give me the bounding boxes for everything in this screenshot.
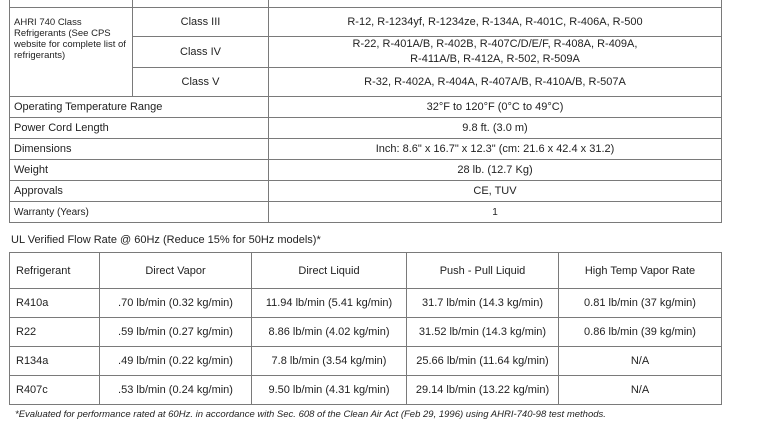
class-name: Class IV — [133, 37, 269, 68]
table-cell: .59 lb/min (0.27 kg/min) — [100, 318, 252, 347]
column-header: Direct Vapor — [100, 253, 252, 289]
spec-label: Dimensions — [10, 139, 269, 160]
spec-cell — [10, 0, 133, 8]
class-name: Class III — [133, 8, 269, 37]
table-row — [10, 318, 722, 347]
spec-row — [10, 118, 722, 139]
table-cell: 31.7 lb/min (14.3 kg/min) — [407, 289, 559, 318]
ahri-refrigerants-label: AHRI 740 Class Refrigerants (See CPS website for complete list of refrigerants) — [10, 8, 133, 97]
flow-rate-table — [9, 252, 722, 405]
spec-top-row — [10, 0, 722, 8]
table-cell: R407c — [10, 376, 100, 405]
table-cell: N/A — [559, 347, 722, 376]
table-cell: 29.14 lb/min (13.22 kg/min) — [407, 376, 559, 405]
table-cell: N/A — [559, 376, 722, 405]
spec-row — [10, 181, 722, 202]
table-row — [10, 347, 722, 376]
table-cell: .53 lb/min (0.24 kg/min) — [100, 376, 252, 405]
spec-value: Inch: 8.6" x 16.7" x 12.3" (cm: 21.6 x 42.4 x 31.2) — [269, 139, 722, 160]
column-header: High Temp Vapor Rate — [559, 253, 722, 289]
spec-value: 32°F to 120°F (0°C to 49°C) — [269, 97, 722, 118]
column-header: Push - Pull Liquid — [407, 253, 559, 289]
column-header: Refrigerant — [10, 253, 100, 289]
flow-rate-title: UL Verified Flow Rate @ 60Hz (Reduce 15% for 50Hz models)* — [11, 234, 321, 246]
footnote: *Evaluated for performance rated at 60Hz. in accordance with Sec. 608 of the Clean Air Act (Feb 29, 1996) using AHRI-740-98 test methods. — [15, 409, 606, 420]
table-cell: 9.50 lb/min (4.31 kg/min) — [252, 376, 407, 405]
spec-row — [10, 139, 722, 160]
table-row — [10, 289, 722, 318]
spec-row — [10, 97, 722, 118]
table-cell: .70 lb/min (0.32 kg/min) — [100, 289, 252, 318]
table-cell: R410a — [10, 289, 100, 318]
table-cell: 25.66 lb/min (11.64 kg/min) — [407, 347, 559, 376]
table-row — [10, 376, 722, 405]
table-cell: 31.52 lb/min (14.3 kg/min) — [407, 318, 559, 347]
spec-table — [9, 0, 722, 223]
spec-value: 28 lb. (12.7 Kg) — [269, 160, 722, 181]
spec-value: 1 — [269, 202, 722, 223]
class-refrigerants: R-12, R-1234yf, R-1234ze, R-134A, R-401C, R-406A, R-500 — [269, 8, 722, 37]
spec-value: CE, TUV — [269, 181, 722, 202]
spec-value: 9.8 ft. (3.0 m) — [269, 118, 722, 139]
spec-row — [10, 202, 722, 223]
spec-label: Operating Temperature Range — [10, 97, 269, 118]
flow-header-row — [10, 253, 722, 289]
spec-label: Weight — [10, 160, 269, 181]
class-name: Class V — [133, 68, 269, 97]
spec-label: Approvals — [10, 181, 269, 202]
class-refrigerants-line: R-411A/B, R-412A, R-502, R-509A — [410, 53, 580, 65]
spec-cell — [269, 0, 722, 8]
table-cell: 0.86 lb/min (39 kg/min) — [559, 318, 722, 347]
table-cell: 7.8 lb/min (3.54 kg/min) — [252, 347, 407, 376]
table-cell: .49 lb/min (0.22 kg/min) — [100, 347, 252, 376]
table-cell: R134a — [10, 347, 100, 376]
spec-label: Power Cord Length — [10, 118, 269, 139]
class-refrigerants — [269, 37, 722, 68]
table-cell: R22 — [10, 318, 100, 347]
class-refrigerants-line: R-22, R-401A/B, R-402B, R-407C/D/E/F, R-408A, R-409A, — [352, 38, 638, 50]
spec-label: Warranty (Years) — [10, 202, 269, 223]
table-cell: 11.94 lb/min (5.41 kg/min) — [252, 289, 407, 318]
refrigerant-class-row — [10, 8, 722, 37]
spec-cell — [133, 0, 269, 8]
spec-row — [10, 160, 722, 181]
table-cell: 8.86 lb/min (4.02 kg/min) — [252, 318, 407, 347]
class-refrigerants: R-32, R-402A, R-404A, R-407A/B, R-410A/B, R-507A — [269, 68, 722, 97]
column-header: Direct Liquid — [252, 253, 407, 289]
table-cell: 0.81 lb/min (37 kg/min) — [559, 289, 722, 318]
